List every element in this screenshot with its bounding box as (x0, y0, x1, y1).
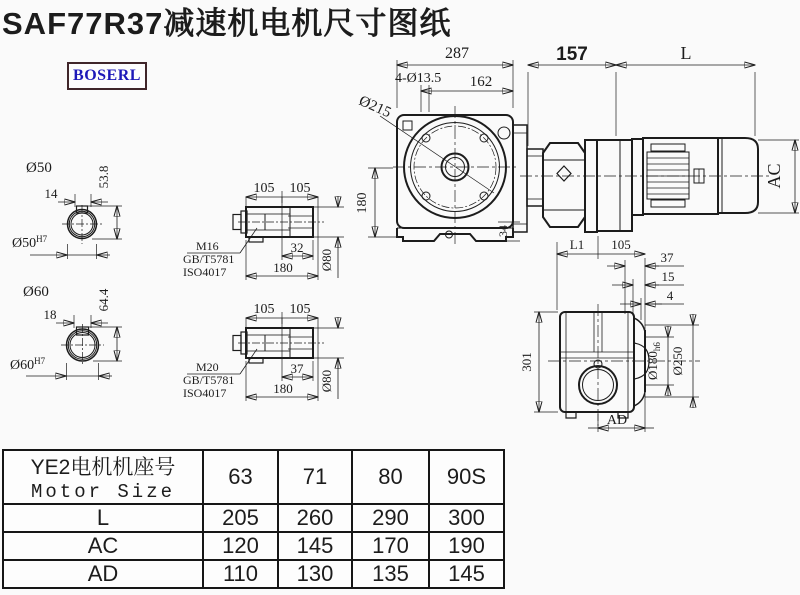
table-header-row (3, 450, 504, 504)
table-row-AD (3, 560, 504, 588)
hollow-shaft-detail-2 (183, 302, 344, 401)
table-row-AC (3, 532, 504, 560)
bore50-fit-label: $Ø50^{H7}$ (12, 234, 48, 251)
dim-37-label: 37 (660, 250, 674, 265)
table-row-L (3, 504, 504, 532)
page-title: SAF77R37减速机电机尺寸图纸 (2, 6, 452, 41)
shaft-bore-detail-60 (10, 284, 122, 380)
hub1-length-label: 180 (273, 260, 293, 275)
motor-size-header-en: Motor Size (30, 481, 176, 503)
motor-size-header-cn: YE2电机机座号 (30, 456, 176, 479)
size-80-cell: 80 (352, 450, 429, 504)
AD-value: 110 (203, 560, 278, 588)
dim-105-label: 105 (611, 237, 631, 252)
hub1-keylen-label: 32 (290, 240, 304, 255)
motor-adapter-bell (597, 140, 632, 231)
boserl-logo-text: BOSERL (73, 67, 141, 84)
hub1-dim105a-label: 105 (253, 181, 275, 196)
motor-assembly-view (513, 43, 799, 232)
hub1-dia-label: Ø80 (319, 248, 334, 272)
dim-157-label: 157 (556, 44, 588, 65)
dim-15-label: 15 (661, 269, 675, 284)
AD-value: 135 (352, 560, 429, 588)
hub2-dia-label: Ø80 (319, 369, 334, 393)
gearbox-front-view (355, 45, 520, 246)
hub2-bolt-label: M20 (196, 360, 219, 374)
AC-value: 170 (352, 532, 429, 560)
L-value: 290 (352, 504, 429, 532)
bore60-keydepth-label: 64.4 (96, 288, 111, 312)
side-housing (560, 312, 634, 412)
dim-287-label: 287 (445, 45, 469, 62)
dim-flange-od-label: Ø250 (670, 346, 685, 376)
hub1-bolt-label: M16 (196, 239, 219, 253)
oil-plug (557, 166, 571, 181)
bore50-label: Ø50 (26, 160, 52, 176)
row-label-L: L (3, 504, 203, 532)
bolt-holes-label: 4-Ø13.5 (395, 71, 442, 86)
hub2-std1-label: GB/T5781 (183, 373, 235, 387)
shaft-bore-detail-50 (12, 160, 122, 259)
AD-value: 130 (278, 560, 352, 588)
motor-size-header-cell (3, 450, 203, 504)
AC-value: 145 (278, 532, 352, 560)
hub2-length-label: 180 (273, 381, 293, 396)
hub1-std1-label: GB/T5781 (183, 252, 235, 266)
dim-301-label: 301 (519, 352, 534, 372)
motor-cooling-fins (647, 144, 689, 207)
hollow-shaft-detail-1 (183, 181, 344, 280)
AC-value: 190 (429, 532, 504, 560)
L-value: 260 (278, 504, 352, 532)
motor-size-table (2, 449, 505, 589)
row-label-AC: AC (3, 532, 203, 560)
dim-L-label: L (680, 43, 692, 63)
size-63-cell: 63 (203, 450, 278, 504)
AC-value: 120 (203, 532, 278, 560)
bore50-keywidth-label: 14 (44, 186, 58, 201)
dim-spigot-label: $Ø180_{h6}$ (645, 342, 662, 380)
L-value: 300 (429, 504, 504, 532)
dim-180-label: 180 (355, 192, 370, 214)
bore60-keywidth-label: 18 (43, 307, 57, 322)
L-value: 205 (203, 504, 278, 532)
hub1-std2-label: ISO4017 (183, 265, 227, 279)
dim-L1-label: L1 (569, 237, 585, 252)
bore60-label: Ø60 (23, 284, 49, 300)
input-adapter (543, 143, 585, 227)
flange-dia-label: Ø215 (356, 93, 394, 122)
AD-value: 145 (429, 560, 504, 588)
dim-162-label: 162 (469, 74, 493, 90)
hub1-dim105b-label: 105 (289, 181, 311, 196)
hub2-dim105a-label: 105 (253, 302, 275, 317)
dim-AD-label: AD (606, 413, 628, 428)
dim-34-label: 34 (496, 225, 510, 237)
bore50-keydepth-label: 53.8 (96, 165, 111, 189)
size-71-cell: 71 (278, 450, 352, 504)
row-label-AD: AD (3, 560, 203, 588)
bolt-hole (422, 192, 430, 200)
hub2-dim105b-label: 105 (289, 302, 311, 317)
dim-AC-label: AC (764, 163, 784, 189)
hub2-keylen-label: 37 (290, 361, 304, 376)
bore60-fit-label: $Ø60^{H7}$ (10, 356, 46, 373)
hub2-std2-label: ISO4017 (183, 386, 227, 400)
motor-flange (632, 139, 643, 215)
fan-cover (718, 138, 758, 213)
size-90S-cell: 90S (429, 450, 504, 504)
dim-4-label: 4 (666, 288, 674, 303)
gearbox-side-view (519, 236, 700, 432)
